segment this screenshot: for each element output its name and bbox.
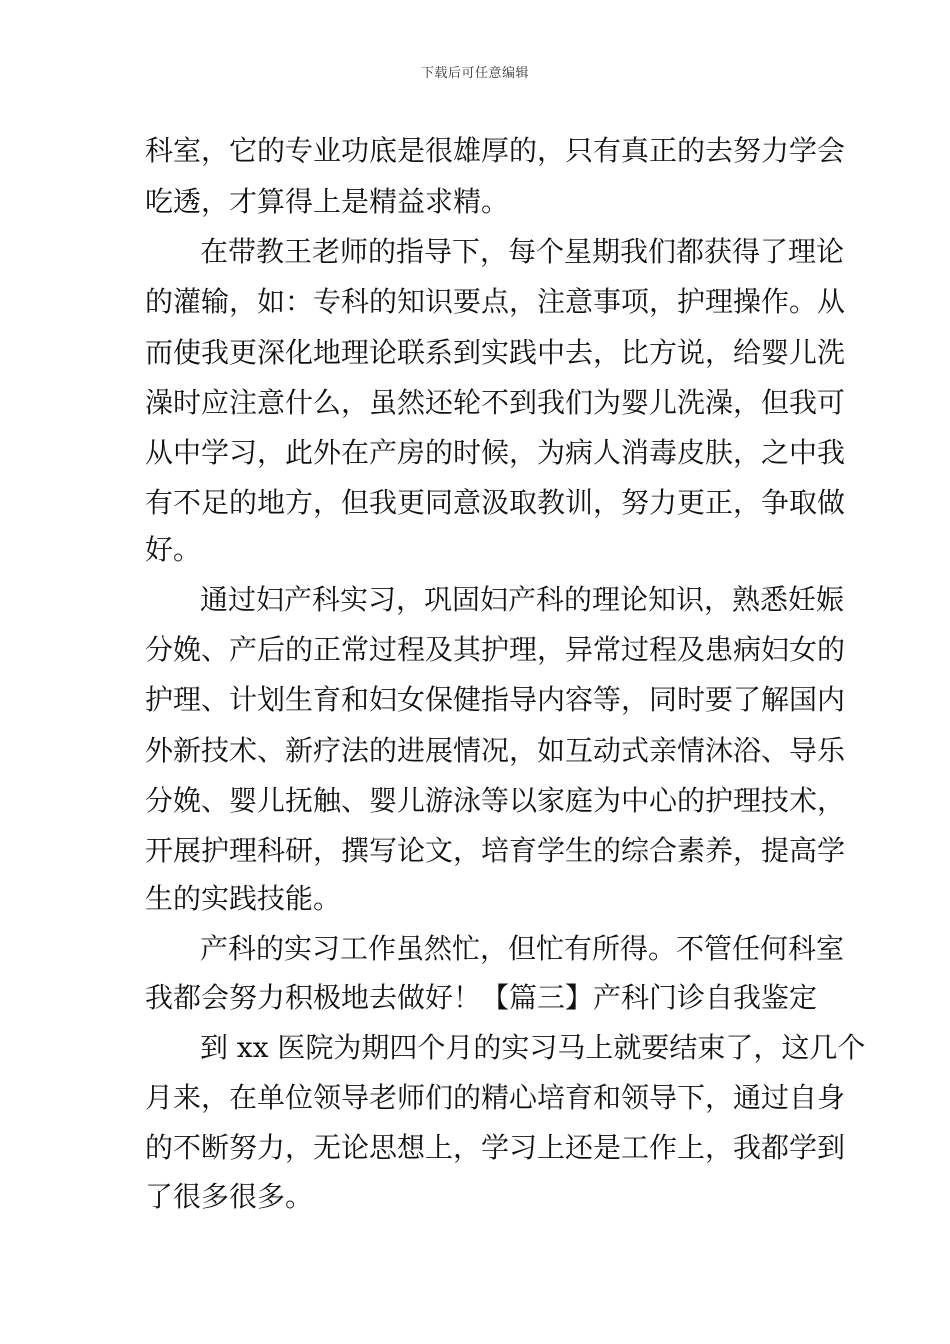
text-line: 通过妇产科实习，巩固妇产科的理论知识，熟悉妊娠: [200, 583, 845, 616]
text-line: 护理、计划生育和妇女保健指导内容等，同时要了解国内: [145, 683, 846, 716]
text-line: 分娩、婴儿抚触、婴儿游泳等以家庭为中心的护理技术，: [145, 784, 846, 817]
text-line: 我都会努力积极地去做好！【篇三】产科门诊自我鉴定: [145, 981, 818, 1014]
text-line: 了很多很多。: [145, 1180, 314, 1213]
text-line: 在带教王老师的指导下，每个星期我们都获得了理论: [200, 235, 845, 268]
text-line: 科室，它的专业功底是很雄厚的，只有真正的去努力学会: [145, 134, 846, 167]
text-line: 月来，在单位领导老师们的精心培育和领导下，通过自身: [145, 1081, 846, 1114]
text-line: 澡时应注意什么，虽然还轮不到我们为婴儿洗澡，但我可: [145, 386, 846, 419]
text-line: 从中学习，此外在产房的时候，为病人消毒皮肤，之中我: [145, 436, 846, 469]
text-line: 而使我更深化地理论联系到实践中去，比方说，给婴儿洗: [145, 336, 846, 369]
text-line: 的灌输，如：专科的知识要点，注意事项，护理操作。从: [145, 285, 846, 318]
text-line: 分娩、产后的正常过程及其护理，异常过程及患病妇女的: [145, 633, 846, 666]
text-line: 开展护理科研，撰写论文，培育学生的综合素养，提高学: [145, 834, 846, 867]
text-line: 吃透，才算得上是精益求精。: [145, 185, 510, 218]
text-line: 生的实践技能。: [145, 882, 342, 915]
text-line: 的不断努力，无论思想上，学习上还是工作上，我都学到: [145, 1131, 846, 1164]
text-line: 好。: [145, 533, 202, 566]
text-line: 外新技术、新疗法的进展情况，如互动式亲情沐浴、导乐: [145, 734, 846, 767]
text-line: 有不足的地方，但我更同意汲取教训，努力更正，争取做: [145, 486, 846, 519]
text-line: 到 xx 医院为期四个月的实习马上就要结束了，这几个: [200, 1031, 866, 1064]
text-line: 产科的实习工作虽然忙，但忙有所得。不管任何科室: [200, 932, 845, 965]
page-header: 下载后可任意编辑: [420, 66, 529, 81]
